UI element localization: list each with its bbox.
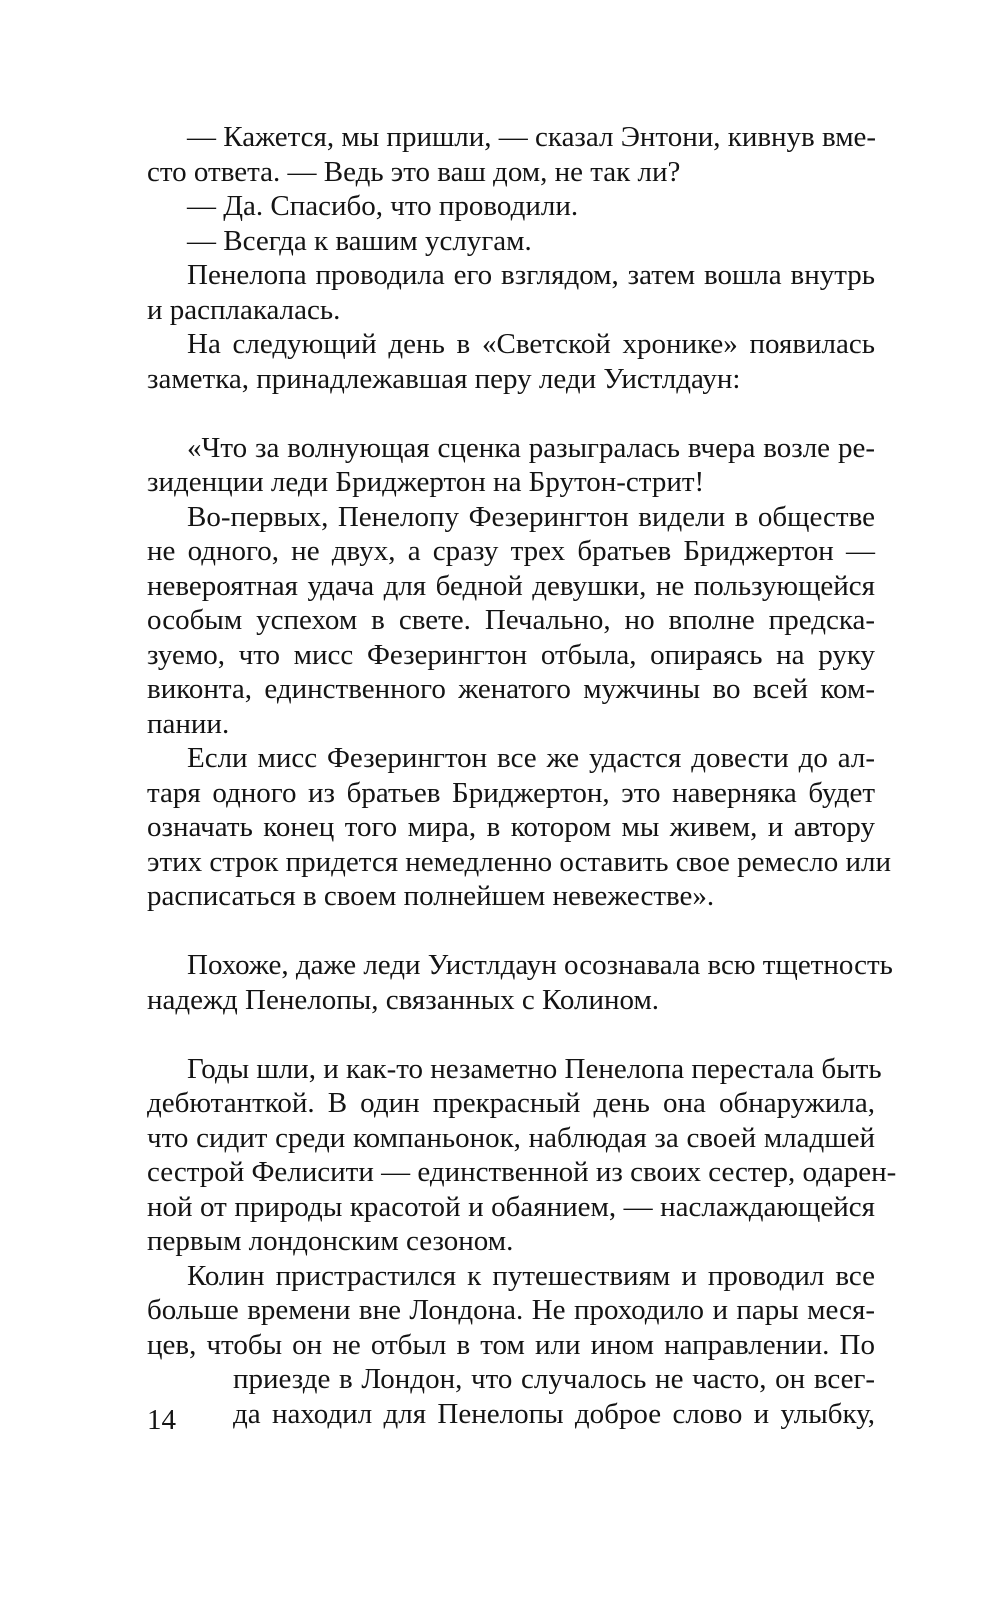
text-line: На следующий день в «Светской хронике» появилась	[187, 328, 875, 360]
text-line: виконта, единственного женатого мужчины во всей ком-	[147, 673, 875, 705]
text-line: пании.	[147, 707, 230, 740]
text-line: расписаться в своем полнейшем невежестве».	[147, 880, 715, 912]
text-line: не одного, не двух, а сразу трех братьев Бриджертон —	[147, 535, 875, 567]
text-line: — Да. Спасибо, что проводили.	[187, 190, 579, 222]
text-line: этих строк придется немедленно оставить свое ремесло или	[147, 845, 892, 878]
text-line: таря одного из братьев Бриджертон, это наверняка будет	[147, 776, 875, 809]
text-line: что сидит среди компаньонок, наблюдая за своей младшей	[147, 1121, 875, 1154]
text-line: особым успехом в свете. Печально, но вполне предска-	[147, 604, 875, 636]
paragraph-gap	[147, 1017, 875, 1052]
text-line: приезде в Лондон, что случалось не часто, он всег-	[233, 1363, 875, 1395]
text-line: Пенелопа проводила его взглядом, затем вошла внутрь	[187, 259, 875, 291]
text-line: — Кажется, мы пришли, — сказал Энтони, кивнув вме-	[187, 121, 877, 153]
text-line: надежд Пенелопы, связанных с Колином.	[147, 983, 660, 1016]
text-line: первым лондонским сезоном.	[147, 1225, 514, 1257]
page-number: 14	[147, 1404, 176, 1436]
text-line: дебютанткой. В один прекрасный день она обнаружила,	[147, 1087, 875, 1119]
paragraph-gap	[147, 914, 875, 949]
text-line: означать конец того мира, в котором мы живем, и автору	[147, 811, 875, 843]
text-line: сто ответа. — Ведь это ваш дом, не так ли?	[147, 155, 681, 188]
text-line: зуемо, что мисс Фезерингтон отбыла, опираясь на руку	[147, 638, 875, 671]
text-line: зиденции леди Бриджертон на Брутон-стрит!	[147, 466, 705, 498]
page-text	[147, 120, 897, 1431]
text-line: заметка, принадлежавшая перу леди Уистлдаун:	[147, 362, 741, 395]
text-line: больше времени вне Лондона. Не проходило и пары меся-	[147, 1294, 875, 1326]
text-line: да находил для Пенелопы доброе слово и улыбку,	[233, 1397, 875, 1430]
text-line: Похоже, даже леди Уистлдаун осознавала всю тщетность	[187, 949, 893, 981]
text-line: Если мисс Фезерингтон все же удастся довести до ал-	[187, 742, 875, 774]
text-line: Годы шли, и как-то незаметно Пенелопа перестала быть	[187, 1052, 882, 1085]
text-line: сестрой Фелисити — единственной из своих сестер, одарен-	[147, 1156, 897, 1188]
text-line: Колин пристрастился к путешествиям и проводил все	[187, 1259, 875, 1292]
text-line: «Что за волнующая сценка разыгралась вчера возле ре-	[187, 431, 875, 464]
text-line: невероятная удача для бедной девушки, не пользующейся	[147, 569, 875, 602]
text-line: Во-первых, Пенелопу Фезерингтон видели в обществе	[187, 500, 875, 533]
text-line: ной от природы красотой и обаянием, — наслаждающейся	[147, 1190, 875, 1223]
text-line: — Всегда к вашим услугам.	[187, 224, 532, 257]
text-line: и расплакалась.	[147, 293, 341, 326]
text-line: цев, чтобы он не отбыл в том или ином направлении. По	[147, 1328, 875, 1361]
paragraph-gap	[147, 396, 875, 431]
